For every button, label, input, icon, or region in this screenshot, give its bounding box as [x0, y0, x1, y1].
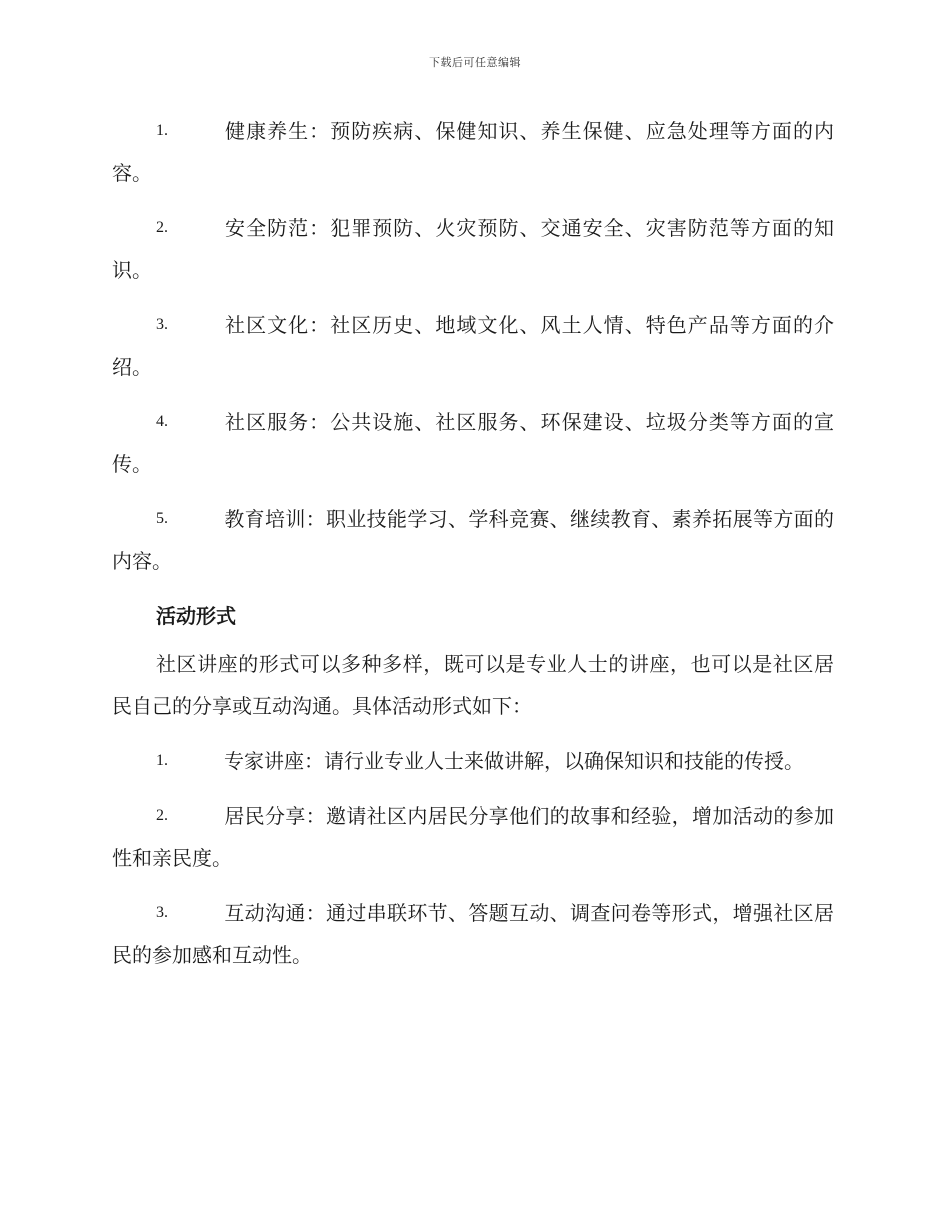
list-number: 2. [156, 807, 168, 824]
list-number: 5. [156, 510, 168, 527]
list-number: 3. [156, 316, 168, 333]
list-item [112, 498, 834, 582]
list-text: 社区文化：社区历史、地域文化、风土人情、特色产品等方面的介绍。 [112, 313, 834, 379]
section-intro: 社区讲座的形式可以多种多样，既可以是专业人士的讲座，也可以是社区居民自己的分享或互动沟通。具体活动形式如下： [112, 652, 834, 718]
list-item [112, 740, 834, 782]
list-item [112, 892, 834, 976]
list-number: 2. [156, 219, 168, 236]
list-text: 安全防范：犯罪预防、火灾预防、交通安全、灾害防范等方面的知识。 [112, 216, 834, 282]
list-item [112, 401, 834, 485]
list-item [112, 110, 834, 194]
list-item [112, 795, 834, 879]
list-number: 1. [156, 122, 168, 139]
list-number: 4. [156, 413, 168, 430]
list-text: 互动沟通：通过串联环节、答题互动、调查问卷等形式，增强社区居民的参加感和互动性。 [112, 901, 834, 967]
list-text: 居民分享：邀请社区内居民分享他们的故事和经验，增加活动的参加性和亲民度。 [112, 804, 834, 870]
list-item [112, 304, 834, 388]
list-item [112, 207, 834, 291]
list-number: 3. [156, 904, 168, 921]
list-number: 1. [156, 752, 168, 769]
list-text: 专家讲座：请行业专业人士来做讲解，以确保知识和技能的传授。 [224, 749, 804, 773]
list-text: 健康养生：预防疾病、保健知识、养生保健、应急处理等方面的内容。 [112, 119, 834, 185]
document-body [112, 110, 834, 989]
section-heading: 活动形式 [156, 604, 236, 628]
list-text: 教育培训：职业技能学习、学科竞赛、继续教育、素养拓展等方面的内容。 [112, 507, 834, 573]
list-text: 社区服务：公共设施、社区服务、环保建设、垃圾分类等方面的宣传。 [112, 410, 834, 476]
page-header: 下载后可任意编辑 [429, 56, 521, 69]
